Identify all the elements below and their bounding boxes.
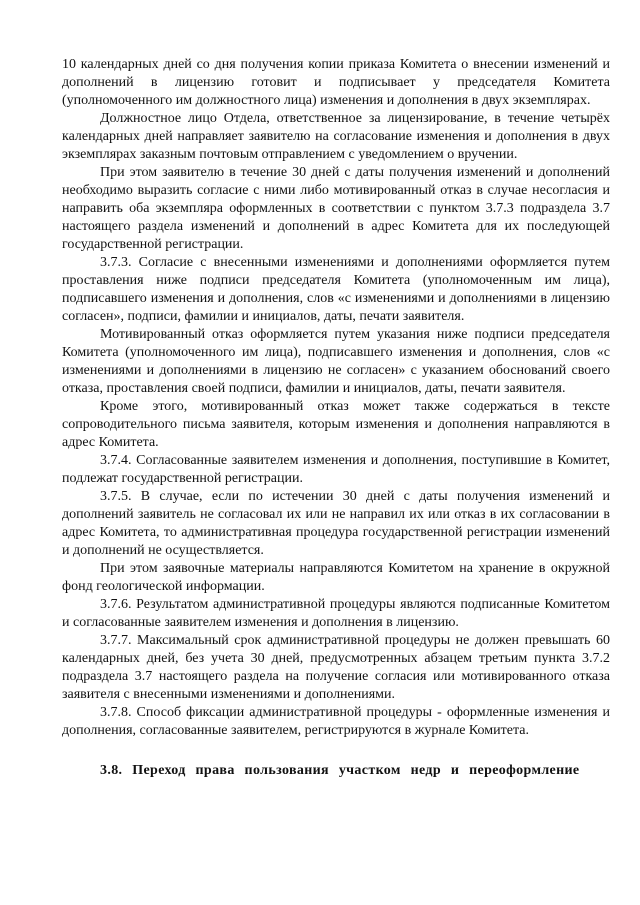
paragraph-refusal-cover-letter: Кроме этого, мотивированный отказ может также содержаться в тексте сопроводительного письма заявителя, которым изменения и дополнения направляются в адрес Комитета. [62,399,610,450]
section-heading-3-8: 3.8. Переход права пользования участком недр и переоформление [100,763,580,778]
document-body [62,56,610,780]
paragraph-motivated-refusal: Мотивированный отказ оформляется путем указания ниже подписи председателя Комитета (уполномоченного им лица), подписавшего изменения и дополнения, слов «с изменениями и дополнениями в лицензию не согласен» с указанием обоснований своего отказа, проставления своей подписи, фамилии и инициалов, даты, печати заявителя. [62,327,610,396]
paragraph-materials-storage: При этом заявочные материалы направляются Комитетом на хранение в окружной фонд геологической информации. [62,561,610,594]
paragraph-3-7-8: 3.7.8. Способ фиксации административной процедуры - оформленные изменения и дополнения, согласованные заявителем, регистрируются в журнале Комитета. [62,705,610,738]
paragraph-3-7-6: 3.7.6. Результатом административной процедуры являются подписанные Комитетом и согласованные заявителем изменения и дополнения в лицензию. [62,597,610,630]
paragraph-3-7-5: 3.7.5. В случае, если по истечении 30 дней с даты получения изменений и дополнений заявитель не согласовал их или не направил их или отказ в их согласовании в адрес Комитета, то административная процедура государственной регистрации изменений и дополнений не осуществляется. [62,489,610,558]
paragraph-applicant-consent-period: При этом заявителю в течение 30 дней с даты получения изменений и дополнений необходимо выразить согласие с ними либо мотивированный отказ в случае несогласия и направить оба экземпляра оформленных в соответствии с пунктом 3.7.3 подраздела 3.7 настоящего раздела изменений и дополнений в адрес Комитета для их последующей государственной регистрации. [62,165,610,252]
paragraph-3-7-7: 3.7.7. Максимальный срок административной процедуры не должен превышать 60 календарных дней, без учета 30 дней, предусмотренных абзацем третьим пункта 3.7.2 подраздела 3.7 настоящего раздела на получение согласия или мотивированного отказа заявителя с внесенными изменениями и дополнениями. [62,633,610,702]
paragraph-continuation: 10 календарных дней со дня получения копии приказа Комитета о внесении изменений и дополнений в лицензию готовит и подписывает у председателя Комитета (уполномоченного им должностного лица) изменения и дополнения в двух экземплярах. [62,57,610,108]
paragraph-3-7-4: 3.7.4. Согласованные заявителем изменения и дополнения, поступившие в Комитет, подлежат государственной регистрации. [62,453,610,486]
paragraph-3-7-3: 3.7.3. Согласие с внесенными изменениями и дополнениями оформляется путем проставления ниже подписи председателя Комитета (уполномоченным им лица), подписавшего изменения и дополнения, слов «с изменениями и дополнениями в лицензию согласен», подписи, фамилии и инициалов, даты, печати заявителя. [62,255,610,324]
paragraph-official-sends: Должностное лицо Отдела, ответственное за лицензирование, в течение четырёх календарных дней направляет заявителю на согласование изменения и дополнения в двух экземплярах заказным почтовым отправлением с уведомлением о вручении. [62,111,610,162]
